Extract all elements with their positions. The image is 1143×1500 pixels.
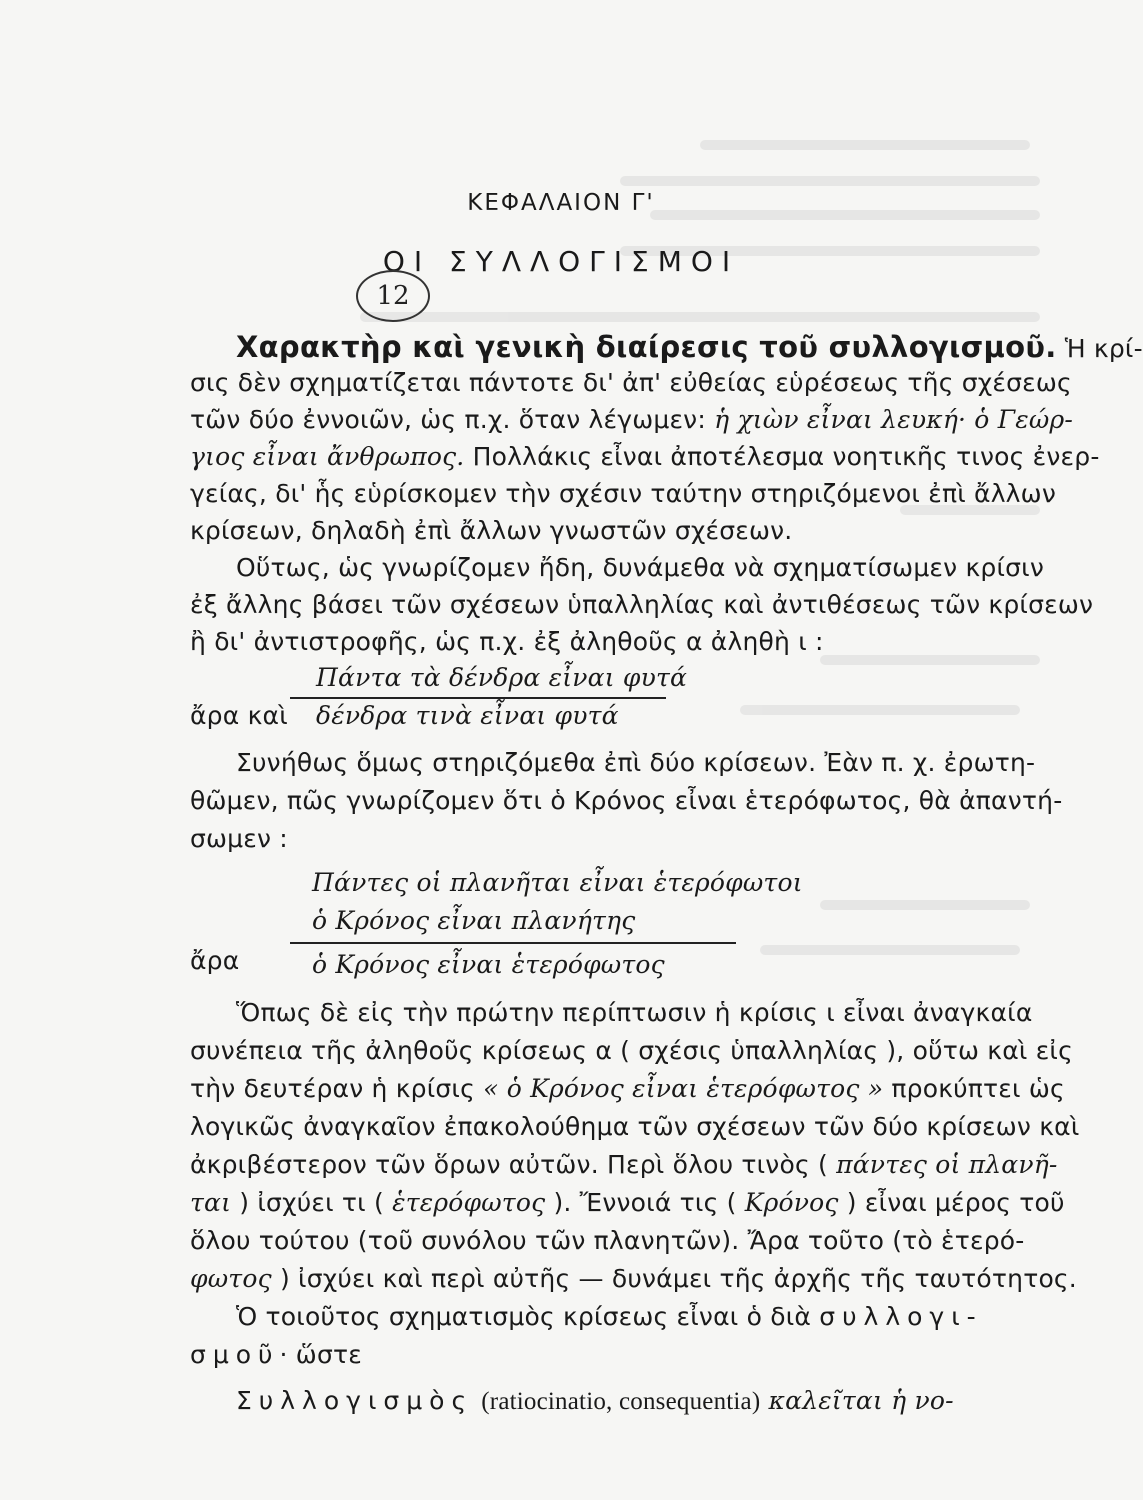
handwritten-page-number: 12: [356, 270, 430, 322]
inference-rule: [290, 942, 736, 944]
paragraph-line: γιος εἶναι ἄνθρωπος. Πολλάκις εἶναι ἀποτέλεσμα νοητικῆς τινος ἐνερ-: [190, 442, 1100, 471]
paragraph-line: φωτος ) ἰσχύει καὶ περὶ αὐτῆς — δυνάμει τῆς ἀρχῆς τῆς ταυτότητος.: [190, 1264, 1077, 1293]
syllogism-major-premise: Πάντες οἱ πλανῆται εἶναι ἑτερόφωτοι: [312, 868, 803, 897]
paragraph-line: ἀκριβέστερον τῶν ὅρων αὐτῶν. Περὶ ὅλου τινὸς ( πάντες οἱ πλανῆ-: [190, 1150, 1058, 1179]
paragraph-line: γείας, δι' ἧς εὑρίσκομεν τὴν σχέσιν ταύτην στηριζόμενοι ἐπὶ ἄλλων: [190, 479, 1056, 508]
paragraph-line: θῶμεν, πῶς γνωρίζομεν ὅτι ὁ Κρόνος εἶναι ἑτερόφωτος, θὰ ἀπαντή-: [190, 786, 1063, 815]
paragraph-line: λογικῶς ἀναγκαῖον ἐπακολούθημα τῶν σχέσεων τῶν δύο κρίσεων καὶ: [190, 1112, 1080, 1141]
paragraph-line: συνέπεια τῆς ἀληθοῦς κρίσεως α ( σχέσις ὑπαλληλίας ), οὕτω καὶ εἰς: [190, 1036, 1073, 1065]
example-conclusion: δένδρα τινὰ εἶναι φυτά: [316, 701, 619, 730]
example-ara-label: ἄρα: [190, 946, 240, 975]
section-heading: Χαρακτὴρ καὶ γενικὴ διαίρεσις τοῦ συλλογισμοῦ.: [236, 330, 1057, 364]
paragraph-line: Συλλογισμὸς (ratiocinatio, consequentia) καλεῖται ἡ νο-: [236, 1386, 954, 1415]
chapter-label: ΚΕΦΑΛΑΙΟΝ Γ': [467, 190, 655, 216]
paragraph-line: Ὁ τοιοῦτος σχηματισμὸς κρίσεως εἶναι ὁ διὰ συλλογι-: [236, 1302, 983, 1331]
paragraph-line: Χαρακτὴρ καὶ γενικὴ διαίρεσις τοῦ συλλογισμοῦ. Ἡ κρί-: [236, 330, 1143, 364]
paragraph-line: σωμεν :: [190, 824, 288, 853]
example-ara-label: ἄρα καὶ: [190, 701, 288, 730]
paragraph-line: σμοῦ· ὥστε: [190, 1340, 362, 1369]
paragraph-line: σις δὲν σχηματίζεται πάντοτε δι' ἀπ' εὐθείας εὑρέσεως τῆς σχέσεως: [190, 368, 1072, 397]
paragraph-line: τὴν δευτέραν ἡ κρίσις « ὁ Κρόνος εἶναι ἑτερόφωτος » προκύπτει ὡς: [190, 1074, 1065, 1103]
example-premise: Πάντα τὰ δένδρα εἶναι φυτά: [316, 663, 688, 692]
inference-rule: [290, 697, 666, 699]
paragraph-line: ὅλου τούτου (τοῦ συνόλου τῶν πλανητῶν). Ἄρα τοῦτο (τὸ ἑτερό-: [190, 1226, 1025, 1255]
paragraph-line: Συνήθως ὅμως στηριζόμεθα ἐπὶ δύο κρίσεων. Ἐὰν π. χ. ἐρωτη-: [236, 748, 1036, 777]
syllogism-minor-premise: ὁ Κρόνος εἶναι πλανήτης: [312, 906, 636, 935]
syllogism-conclusion: ὁ Κρόνος εἶναι ἑτερόφωτος: [312, 950, 665, 979]
paragraph-line: Ὅπως δὲ εἰς τὴν πρώτην περίπτωσιν ἡ κρίσις ι εἶναι ἀναγκαία: [236, 998, 1033, 1027]
section-title: ΟΙ ΣΥΛΛΟΓΙΣΜΟΙ: [382, 245, 740, 278]
paragraph-line: τῶν δύο ἐννοιῶν, ὡς π.χ. ὅταν λέγωμεν: ἡ χιὼν εἶναι λευκή· ὁ Γεώρ-: [190, 405, 1073, 434]
paragraph-line: κρίσεων, δηλαδὴ ἐπὶ ἄλλων γνωστῶν σχέσεων.: [190, 516, 793, 545]
paragraph-line: ἐξ ἄλλης βάσει τῶν σχέσεων ὑπαλληλίας καὶ ἀντιθέσεως τῶν κρίσεων: [190, 590, 1094, 619]
paragraph-line: Οὕτως, ὡς γνωρίζομεν ἤδη, δυνάμεθα νὰ σχηματίσωμεν κρίσιν: [236, 553, 1044, 582]
paragraph-line: ται ) ἰσχύει τι ( ἑτερόφωτος ). Ἔννοιά τις ( Κρόνος ) εἶναι μέρος τοῦ: [190, 1188, 1065, 1217]
paragraph-line: ἢ δι' ἀντιστροφῆς, ὡς π.χ. ἐξ ἀληθοῦς α ἀληθὴ ι :: [190, 627, 824, 656]
